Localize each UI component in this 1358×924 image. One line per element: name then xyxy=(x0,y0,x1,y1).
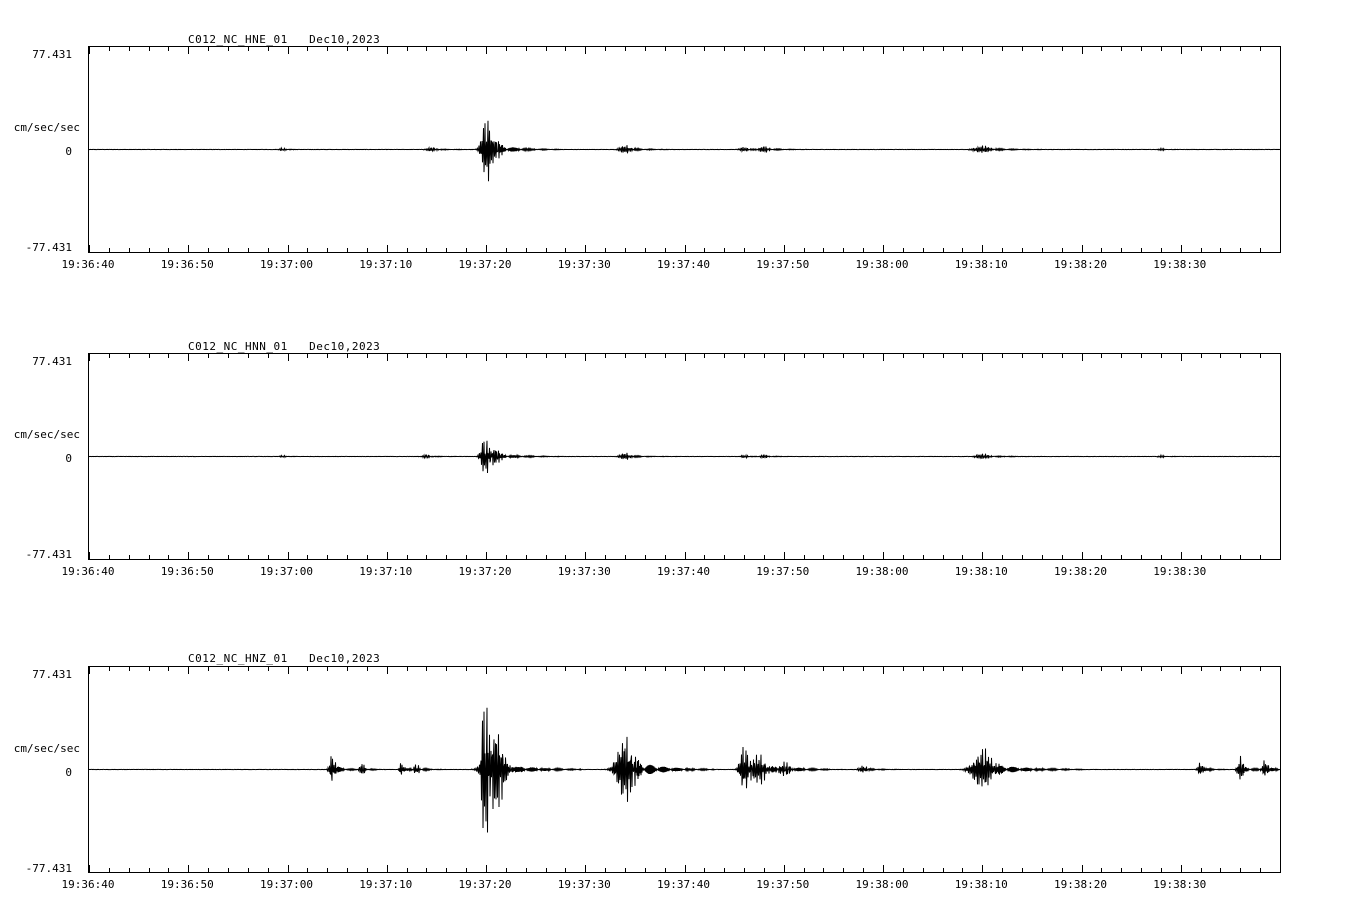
x-tick-label: 19:37:20 xyxy=(458,878,512,891)
panel-title-hne: C012_NC_HNE_01 Dec10,2023 xyxy=(188,33,381,46)
x-tick-label: 19:38:20 xyxy=(1054,565,1107,578)
y-top-label-hnn: 77.431 xyxy=(32,355,72,368)
x-tick-label: 19:38:10 xyxy=(954,878,1008,891)
x-tick-label: 19:36:50 xyxy=(160,258,214,271)
y-unit-label-hnz: cm/sec/sec xyxy=(13,742,80,755)
x-tick-label: 19:38:00 xyxy=(855,565,909,578)
trace-panel-hne xyxy=(0,0,1358,290)
x-tick-label: 19:38:00 xyxy=(855,878,909,891)
panel-title-hnz: C012_NC_HNZ_01 Dec10,2023 xyxy=(188,652,381,665)
waveform-trace xyxy=(89,708,1280,833)
x-tick-label: 19:37:50 xyxy=(756,878,810,891)
x-tick-label: 19:37:50 xyxy=(756,565,810,578)
trace-panel-hnn xyxy=(0,307,1358,597)
x-tick-label: 19:36:40 xyxy=(61,258,115,271)
x-tick-label: 19:37:40 xyxy=(657,258,710,271)
y-top-label-hnz: 77.431 xyxy=(32,668,72,681)
x-tick-label: 19:36:50 xyxy=(160,565,214,578)
y-mid-label-hnn: 0 xyxy=(65,452,72,465)
x-tick-label: 19:36:50 xyxy=(160,878,214,891)
x-tick-label: 19:38:00 xyxy=(855,258,909,271)
x-tick-label: 19:38:20 xyxy=(1054,258,1107,271)
x-tick-label: 19:37:20 xyxy=(458,565,512,578)
x-tick-label: 19:37:00 xyxy=(260,258,313,271)
x-tick-label: 19:37:30 xyxy=(557,565,611,578)
plot-area-hnn xyxy=(88,353,1281,560)
plot-area-hne xyxy=(88,46,1281,253)
y-top-label-hne: 77.431 xyxy=(32,48,72,61)
x-tick-label: 19:38:30 xyxy=(1153,258,1207,271)
x-tick-label: 19:36:40 xyxy=(61,565,115,578)
x-tick-label: 19:37:40 xyxy=(657,878,710,891)
waveform-trace xyxy=(89,441,1280,473)
plot-area-hnz xyxy=(88,666,1281,873)
x-tick-label: 19:37:10 xyxy=(359,878,413,891)
x-tick-label: 19:38:30 xyxy=(1153,565,1207,578)
waveform-trace xyxy=(89,121,1280,182)
x-tick-label: 19:37:10 xyxy=(359,258,413,271)
y-bottom-label-hnz: -77.431 xyxy=(25,862,72,875)
x-tick-label: 19:38:10 xyxy=(954,258,1008,271)
y-mid-label-hne: 0 xyxy=(65,145,72,158)
x-tick-label: 19:37:40 xyxy=(657,565,710,578)
x-tick-label: 19:37:00 xyxy=(260,878,313,891)
y-mid-label-hnz: 0 xyxy=(65,766,72,779)
x-tick-label: 19:37:00 xyxy=(260,565,313,578)
x-tick-label: 19:37:50 xyxy=(756,258,810,271)
x-tick-label: 19:37:30 xyxy=(557,878,611,891)
y-bottom-label-hne: -77.431 xyxy=(25,241,72,254)
trace-panel-hnz xyxy=(0,614,1358,914)
x-tick-label: 19:38:10 xyxy=(954,565,1008,578)
panel-title-hnn: C012_NC_HNN_01 Dec10,2023 xyxy=(188,340,381,353)
x-tick-label: 19:37:20 xyxy=(458,258,512,271)
y-unit-label-hne: cm/sec/sec xyxy=(13,121,80,134)
x-tick-label: 19:36:40 xyxy=(61,878,115,891)
x-tick-label: 19:38:30 xyxy=(1153,878,1207,891)
y-bottom-label-hnn: -77.431 xyxy=(25,548,72,561)
x-tick-label: 19:37:10 xyxy=(359,565,413,578)
x-tick-label: 19:37:30 xyxy=(557,258,611,271)
y-unit-label-hnn: cm/sec/sec xyxy=(13,428,80,441)
x-tick-label: 19:38:20 xyxy=(1054,878,1107,891)
